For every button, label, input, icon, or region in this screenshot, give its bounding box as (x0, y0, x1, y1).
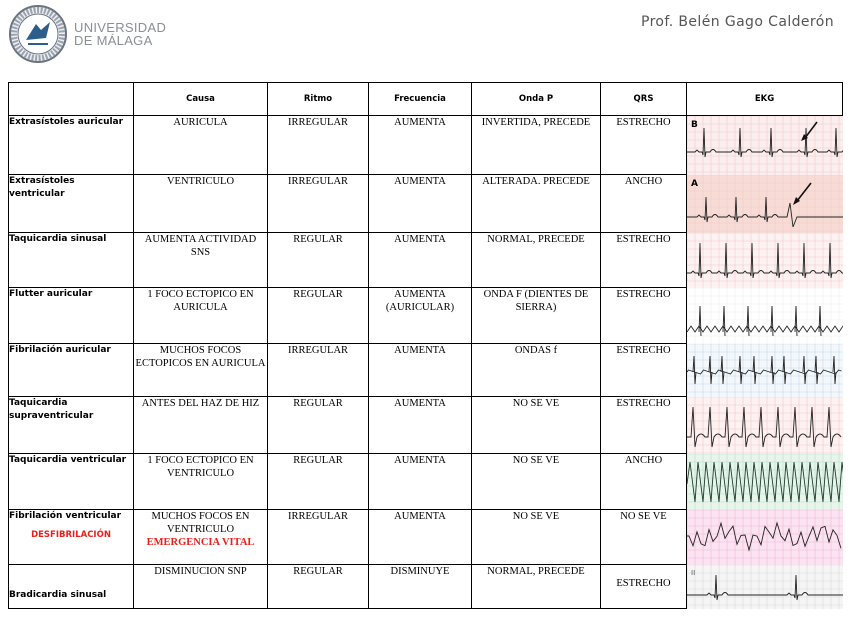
cell-qrs: ANCHO (601, 175, 687, 233)
column-header-frecuencia: Frecuencia (369, 83, 472, 116)
cell-ritmo: IRREGULAR (268, 344, 369, 397)
cell-ritmo: REGULAR (268, 288, 369, 344)
ekg-strip-cell (687, 233, 843, 288)
ekg-grid (687, 510, 843, 565)
table-row (9, 510, 843, 565)
cell-causa: 1 FOCO ECTOPICO EN AURICULA (134, 288, 268, 344)
row-name: Fibrilación auricular (9, 344, 134, 397)
column-header-qrs: QRS (601, 83, 687, 116)
ekg-strip-image (687, 233, 843, 288)
cell-onda-p: ONDAS f (472, 344, 601, 397)
cell-onda-p: NO SE VE (472, 454, 601, 510)
ekg-strip-cell (687, 344, 843, 397)
row-name: Taquicardia ventricular (9, 454, 134, 510)
table-header-row (9, 83, 843, 116)
university-name-line1: UNIVERSIDAD (74, 20, 167, 35)
table-row (9, 233, 843, 288)
cell-onda-p: NORMAL, PRECEDE (472, 233, 601, 288)
row-name: Taquicardia sinusal (9, 233, 134, 288)
column-header-causa: Causa (134, 83, 268, 116)
cell-ritmo: REGULAR (268, 565, 369, 609)
cell-causa: MUCHOS FOCOS ECTOPICOS EN AURICULA (134, 344, 268, 397)
ekg-lead-label: II (691, 569, 696, 577)
cell-ritmo: REGULAR (268, 397, 369, 454)
ekg-grid (687, 175, 843, 233)
cell-causa: ANTES DEL HAZ DE HIZ (134, 397, 268, 454)
cell-causa (134, 510, 268, 565)
ekg-strip-image (687, 510, 843, 565)
ekg-strip-image (687, 565, 843, 609)
cell-qrs: ESTRECHO (601, 233, 687, 288)
table-row (9, 288, 843, 344)
cell-qrs: ANCHO (601, 454, 687, 510)
table-row (9, 397, 843, 454)
cell-ritmo: IRREGULAR (268, 175, 369, 233)
column-header-onda-p: Onda P (472, 83, 601, 116)
cell-frecuencia: AUMENTA (369, 175, 472, 233)
cell-qrs: ESTRECHO (601, 565, 687, 609)
table-row (9, 116, 843, 175)
cell-qrs: ESTRECHO (601, 344, 687, 397)
row-name: Fibrilación ventricular (9, 511, 122, 521)
defibrillation-tag: DESFIBRILACIÓN (31, 530, 111, 540)
ekg-strip-image (687, 288, 843, 344)
cell-ritmo: IRREGULAR (268, 116, 369, 175)
cell-causa: VENTRICULO (134, 175, 268, 233)
ekg-strip-cell (687, 397, 843, 454)
cell-causa-text: MUCHOS FOCOS EN VENTRICULO (151, 511, 250, 535)
cell-frecuencia: DISMINUYE (369, 565, 472, 609)
ekg-strip-image (687, 175, 843, 233)
ekg-strip-cell (687, 288, 843, 344)
cell-ritmo: REGULAR (268, 233, 369, 288)
cell-onda-p: NORMAL, PRECEDE (472, 565, 601, 609)
ekg-strip-image (687, 454, 843, 510)
row-name: Bradicardia sinusal (9, 565, 134, 609)
ekg-strip-image (687, 397, 843, 454)
cell-frecuencia: AUMENTA (369, 397, 472, 454)
row-name: Flutter auricular (9, 288, 134, 344)
table-row (9, 454, 843, 510)
ekg-strip-cell (687, 565, 843, 609)
ekg-strip-image (687, 344, 843, 397)
cell-ritmo: IRREGULAR (268, 510, 369, 565)
university-seal-icon (8, 4, 68, 64)
ekg-grid (687, 116, 843, 175)
row-name: Extrasístoles ventricular (9, 175, 134, 233)
cell-onda-p: NO SE VE (472, 397, 601, 454)
row-name: Extrasístoles auricular (9, 116, 134, 175)
cell-onda-p: ALTERADA. PRECEDE (472, 175, 601, 233)
author-name: Prof. Belén Gago Calderón (640, 14, 834, 30)
column-header-ritmo: Ritmo (268, 83, 369, 116)
cell-causa: DISMINUCION SNP (134, 565, 268, 609)
ekg-strip-cell (687, 454, 843, 510)
cell-onda-p: NO SE VE (472, 510, 601, 565)
ekg-strip-cell (687, 510, 843, 565)
ekg-strip-cell (687, 116, 843, 175)
ekg-grid (687, 565, 843, 609)
table-row (9, 344, 843, 397)
university-logo (8, 4, 166, 64)
ekg-grid (687, 233, 843, 288)
cell-qrs: ESTRECHO (601, 116, 687, 175)
cell-causa: AUMENTA ACTIVIDAD SNS (134, 233, 268, 288)
cell-frecuencia: AUMENTA (369, 454, 472, 510)
cell-onda-p: INVERTIDA, PRECEDE (472, 116, 601, 175)
ekg-panel-label: B (691, 120, 698, 130)
column-header-ekg: EKG (687, 83, 843, 116)
cell-frecuencia: AUMENTA (AURICULAR) (369, 288, 472, 344)
cell-frecuencia: AUMENTA (369, 344, 472, 397)
university-name-line2: DE MÁLAGA (74, 33, 153, 48)
row-name: Taquicardia supraventricular (9, 397, 134, 454)
cell-qrs: NO SE VE (601, 510, 687, 565)
ekg-grid (687, 454, 843, 510)
ekg-strip-cell (687, 175, 843, 233)
arrhythmia-table (8, 82, 843, 609)
cell-ritmo: REGULAR (268, 454, 369, 510)
ekg-strip-image (687, 116, 843, 175)
cell-frecuencia: AUMENTA (369, 116, 472, 175)
column-header (9, 83, 134, 116)
table-row (9, 175, 843, 233)
cell-causa: AURICULA (134, 116, 268, 175)
cell-causa: 1 FOCO ECTOPICO EN VENTRICULO (134, 454, 268, 510)
table-row (9, 565, 843, 609)
cell-frecuencia: AUMENTA (369, 233, 472, 288)
emergency-alert: EMERGENCIA VITAL (146, 537, 255, 548)
cell-onda-p: ONDA F (DIENTES DE SIERRA) (472, 288, 601, 344)
ekg-grid (687, 397, 843, 454)
cell-frecuencia: AUMENTA (369, 510, 472, 565)
cell-qrs: ESTRECHO (601, 288, 687, 344)
row-name-cell (9, 510, 134, 565)
cell-qrs: ESTRECHO (601, 397, 687, 454)
ekg-panel-label: A (691, 179, 698, 189)
